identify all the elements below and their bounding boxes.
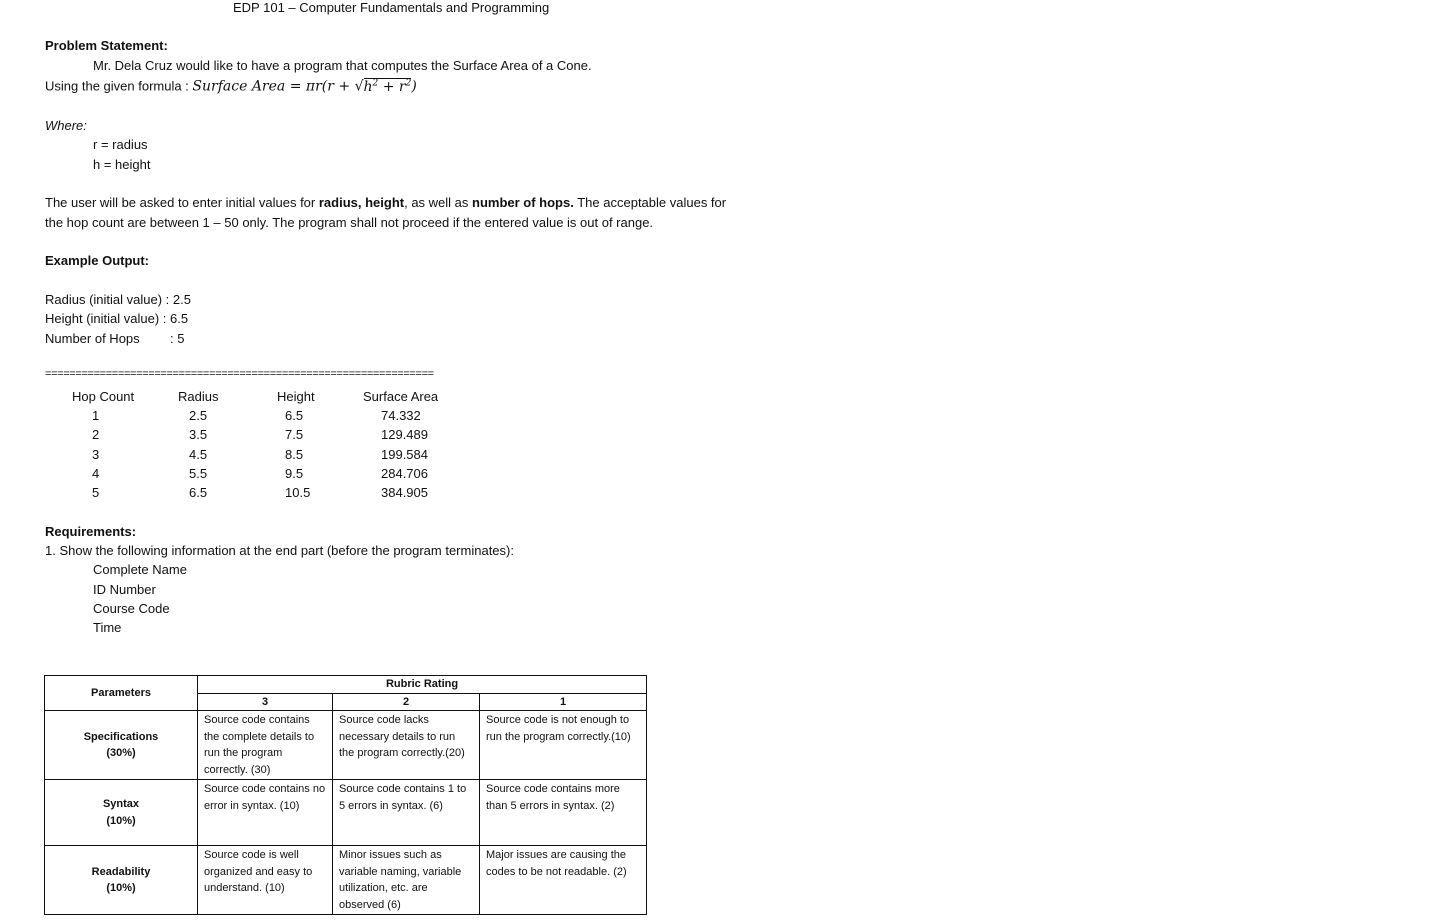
rubric-rating-header: Rubric Rating xyxy=(198,676,647,694)
formula-pi-r: πr(r + xyxy=(305,78,355,95)
rubric-cell: Source code lacks necessary details to run the program correctly.(20) xyxy=(333,711,480,780)
cell-surface-area: 284.706 xyxy=(381,466,428,481)
col-header-radius: Radius xyxy=(178,389,219,404)
cell-surface-area: 384.905 xyxy=(381,485,428,500)
col-header-height: Height xyxy=(277,389,315,404)
example-height: Height (initial value) : 6.5 xyxy=(45,311,189,326)
col-header-hop-count: Hop Count xyxy=(72,389,135,404)
requirement-subitem: Course Code xyxy=(93,601,170,616)
rubric-cell: Source code contains 1 to 5 errors in syntax. (6) xyxy=(333,780,480,846)
rubric-row-specifications xyxy=(45,711,647,780)
rubric-cell: Source code contains no error in syntax. (10) xyxy=(198,780,333,846)
separator-line: ================================================================ xyxy=(45,368,434,380)
height-definition: h = height xyxy=(93,157,151,172)
requirement-subitem: ID Number xyxy=(93,582,156,597)
cell-hop: 3 xyxy=(92,447,100,462)
requirement-subitem: Time xyxy=(93,620,122,635)
parameters-header: Parameters xyxy=(45,676,198,711)
requirement-subitem: Complete Name xyxy=(93,562,187,577)
example-heading: Example Output: xyxy=(45,253,150,268)
rubric-cell: Source code is well organized and easy to understand. (10) xyxy=(198,846,333,915)
cell-height: 8.5 xyxy=(285,447,304,462)
cell-surface-area: 129.489 xyxy=(381,427,428,442)
radius-definition: r = radius xyxy=(93,137,148,152)
formula-lhs: Surface Area = xyxy=(192,78,306,95)
example-hops-label: Number of Hops xyxy=(45,331,140,346)
col-header-surface-area: Surface Area xyxy=(363,389,439,404)
cell-radius: 5.5 xyxy=(189,466,208,481)
rubric-row-readability xyxy=(45,846,647,915)
page-title: EDP 101 – Computer Fundamentals and Programming xyxy=(233,0,550,15)
cell-radius: 6.5 xyxy=(189,485,208,500)
instructions-line-1: The user will be asked to enter initial values for radius, height, as well as number of hops. The acceptable values for xyxy=(45,195,727,210)
where-label: Where: xyxy=(45,118,87,133)
level-2-header: 2 xyxy=(333,693,480,711)
rubric-cell: Minor issues such as variable naming, variable utilization, etc. are observed (6) xyxy=(333,846,480,915)
cell-height: 9.5 xyxy=(285,466,304,481)
rubric-cell: Source code is not enough to run the program correctly.(10) xyxy=(480,711,647,780)
formula-line xyxy=(45,78,417,95)
rubric-cell: Source code contains the complete details to run the program correctly. (30) xyxy=(198,711,333,780)
level-3-header: 3 xyxy=(198,693,333,711)
cell-radius: 4.5 xyxy=(189,447,208,462)
sqrt-sign: √ xyxy=(354,78,364,95)
cell-hop: 5 xyxy=(92,485,100,500)
cell-hop: 4 xyxy=(92,466,100,481)
cell-radius: 3.5 xyxy=(189,427,208,442)
cell-surface-area: 74.332 xyxy=(381,408,421,423)
example-radius: Radius (initial value) : 2.5 xyxy=(45,292,191,307)
problem-heading: Problem Statement: xyxy=(45,38,168,53)
cell-height: 10.5 xyxy=(285,485,311,500)
param-readability: Readability (10%) xyxy=(45,846,198,915)
requirements-heading: Requirements: xyxy=(45,524,137,539)
requirements-item: 1. Show the following information at the end part (before the program terminates): xyxy=(45,543,514,558)
cell-hop: 2 xyxy=(92,427,100,442)
instructions-line-2: the hop count are between 1 – 50 only. The program shall not proceed if the entered value is out of range. xyxy=(45,215,654,230)
formula-expression: Surface Area = $\pi r(r + √h^2 + r^2)$ xyxy=(192,78,417,95)
param-specifications: Specifications (30%) xyxy=(45,711,198,780)
rubric-cell: Source code contains more than 5 errors in syntax. (2) xyxy=(480,780,647,846)
level-1-header: 1 xyxy=(480,693,647,711)
example-hops-value: : 5 xyxy=(170,331,185,346)
cell-height: 7.5 xyxy=(285,427,304,442)
cell-radius: 2.5 xyxy=(189,408,208,423)
cell-height: 6.5 xyxy=(285,408,304,423)
param-syntax: Syntax (10%) xyxy=(45,780,198,846)
cell-hop: 1 xyxy=(92,408,100,423)
rubric-table xyxy=(44,675,647,915)
rubric-row-syntax xyxy=(45,780,647,846)
sqrt-content: $h^2 + r^2$ xyxy=(363,78,412,95)
rubric-cell: Major issues are causing the codes to be not readable. (2) xyxy=(480,846,647,915)
formula-prefix: Using the given formula : xyxy=(45,78,189,94)
problem-line: Mr. Dela Cruz would like to have a program that computes the Surface Area of a Cone. xyxy=(93,58,592,73)
cell-surface-area: 199.584 xyxy=(381,447,428,462)
